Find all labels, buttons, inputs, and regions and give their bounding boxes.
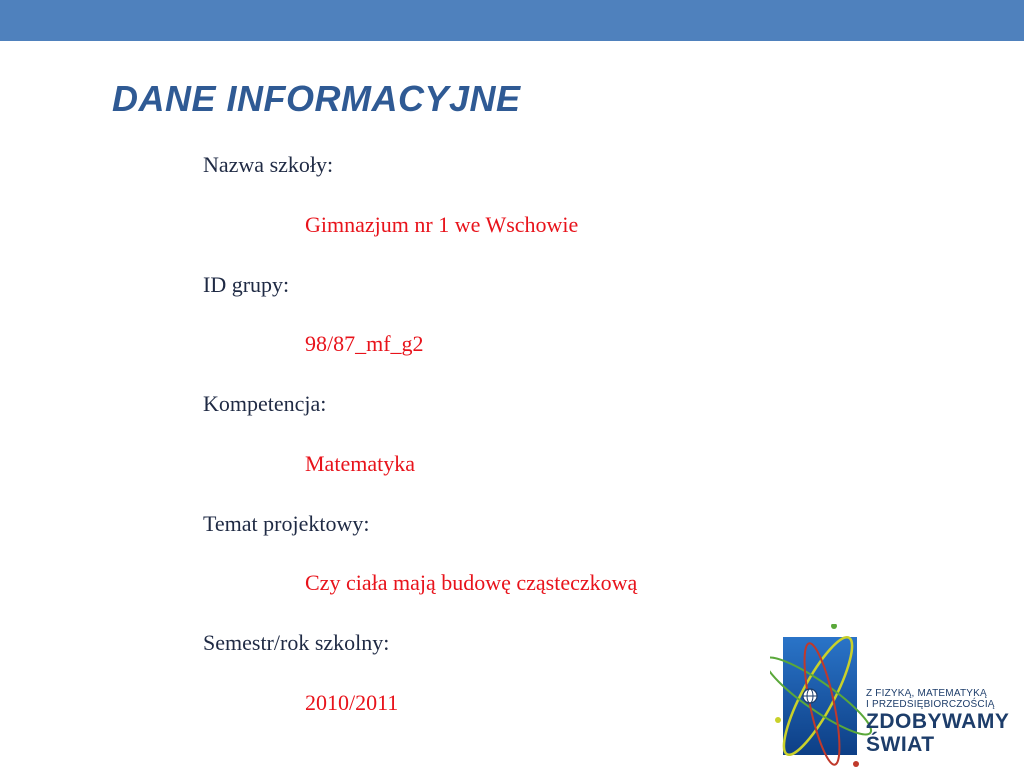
field-value-school-name: Gimnazjum nr 1 we Wschowie — [305, 212, 579, 237]
logo-text-line4: ŚWIAT — [866, 733, 935, 756]
field-value-project-topic: Czy ciała mają budowę cząsteczkową — [305, 570, 638, 595]
field-label-competence: Kompetencja: — [203, 391, 327, 416]
field-label-project-topic: Temat projektowy: — [203, 511, 370, 536]
field-value-semester-year: 2010/2011 — [305, 690, 399, 715]
logo-text-line1: Z FIZYKĄ, MATEMATYKĄ — [866, 688, 987, 699]
logo-text-line3: ZDOBYWAMY — [866, 710, 1010, 733]
top-accent-bar — [0, 0, 1024, 41]
field-label-semester-year: Semestr/rok szkolny: — [203, 630, 390, 655]
slide-title: DANE INFORMACYJNE — [112, 78, 521, 119]
field-label-group-id: ID grupy: — [203, 272, 290, 297]
field-value-group-id: 98/87_mf_g2 — [305, 331, 424, 356]
field-label-school-name: Nazwa szkoły: — [203, 152, 334, 177]
field-value-competence: Matematyka — [305, 451, 415, 476]
logo-text-line2: I PRZEDSIĘBIORCZOŚCIĄ — [866, 699, 995, 710]
